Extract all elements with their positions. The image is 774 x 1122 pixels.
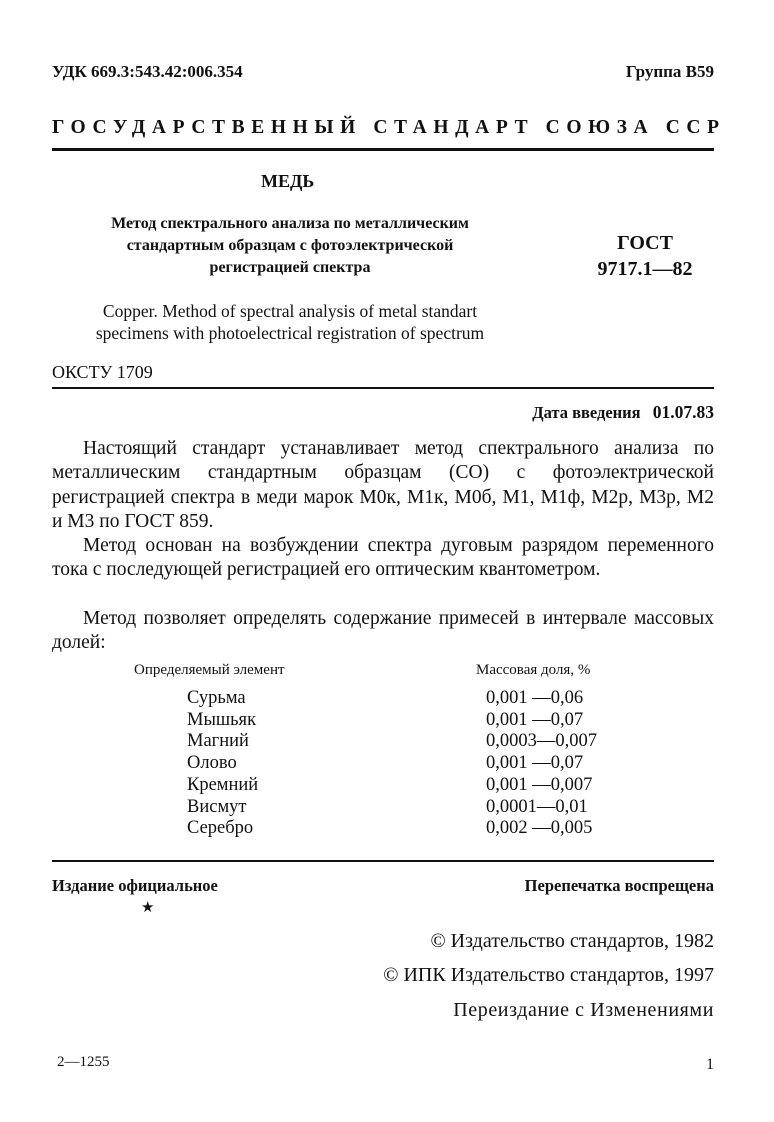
table-header-fraction: Массовая доля, % (476, 662, 591, 678)
table-row-element: Кремний (187, 774, 259, 795)
page-number: 1 (706, 1056, 714, 1073)
paragraph-range: Метод позволяет определять содержание примесей в интервале массовых долей: (52, 608, 714, 654)
gost-label: ГОСТ (617, 232, 673, 254)
intro-date (532, 402, 714, 423)
table-row-range: 0,0003—0,007 (486, 731, 597, 752)
copyright-1982: © Издательство стандартов, 1982 (430, 930, 714, 952)
gost-number: 9717.1—82 (597, 258, 693, 280)
table-row-range: 0,001 —0,06 (486, 688, 584, 708)
udk-code: УДК 669.3:543.42:006.354 (52, 62, 243, 81)
table-header-element: Определяемый элемент (134, 662, 285, 678)
table-row-element: Серебро (187, 818, 254, 839)
order-number: 2—1255 (57, 1054, 110, 1070)
method-title-en (55, 300, 525, 344)
intro-date-value: 01.07.83 (652, 402, 714, 422)
official-edition: Издание официальное (52, 876, 218, 895)
paragraph-scope: Настоящий стандарт устанавливает метод спектрального анализа по металлическим стандартным образцам (СО) с фотоэлектрической регистрацией спектра в меди марок М0к, М1к, М0б, М1, М1ф, М2р, М3р, М2 и М3 по ГОСТ 859. (52, 438, 714, 532)
table-row-range: 0,0001—0,01 (486, 796, 588, 817)
table-row-element: Висмут (187, 796, 247, 817)
paragraph-method: Метод основан на возбуждении спектра дуговым разрядом переменного тока с последующей регистрацией его оптическим квантометром. (52, 535, 714, 581)
table-row-element: Мышьяк (187, 709, 257, 730)
method-title-ru-line: Метод спектрального анализа по металлическим (111, 215, 469, 232)
table-row-range: 0,001 —0,07 (486, 753, 584, 774)
header-rule (52, 148, 714, 151)
reprint-notice: Перепечатка воспрещена (524, 876, 714, 895)
intro-date-label: Дата введения (532, 403, 641, 422)
table-row-element: Сурьма (187, 688, 246, 708)
method-title-en-line: Copper. Method of spectral analysis of metal standart (102, 301, 478, 321)
method-title-ru-line: регистрацией спектра (209, 259, 371, 276)
method-title-ru-line: стандартным образцам с фотоэлектрической (126, 237, 454, 254)
table-row-element: Олово (187, 753, 237, 774)
method-title-ru (60, 213, 520, 279)
reissue-note: Переиздание с Изменениями (453, 999, 714, 1021)
group-code: Группа В59 (625, 62, 714, 81)
state-standard-heading: ГОСУДАРСТВЕННЫЙ СТАНДАРТ СОЮЗА ССР (52, 117, 726, 138)
element-column (187, 688, 258, 840)
table-row-range: 0,001 —0,007 (486, 774, 593, 795)
copyright-1997: © ИПК Издательство стандартов, 1997 (383, 964, 714, 986)
table-row-range: 0,001 —0,07 (486, 709, 584, 730)
method-title-en-line: specimens with photoelectrical registration of spectrum (95, 323, 485, 343)
fraction-column (486, 688, 597, 840)
okstu-code: ОКСТУ 1709 (52, 362, 153, 382)
table-row-range: 0,002 —0,005 (486, 818, 593, 839)
table-row-element: Магний (187, 731, 249, 752)
gost-designation (580, 230, 710, 282)
subject-title: МЕДЬ (261, 171, 315, 191)
footer-rule (52, 860, 714, 862)
okstu-rule (52, 387, 714, 389)
star-icon: ★ (141, 900, 155, 916)
